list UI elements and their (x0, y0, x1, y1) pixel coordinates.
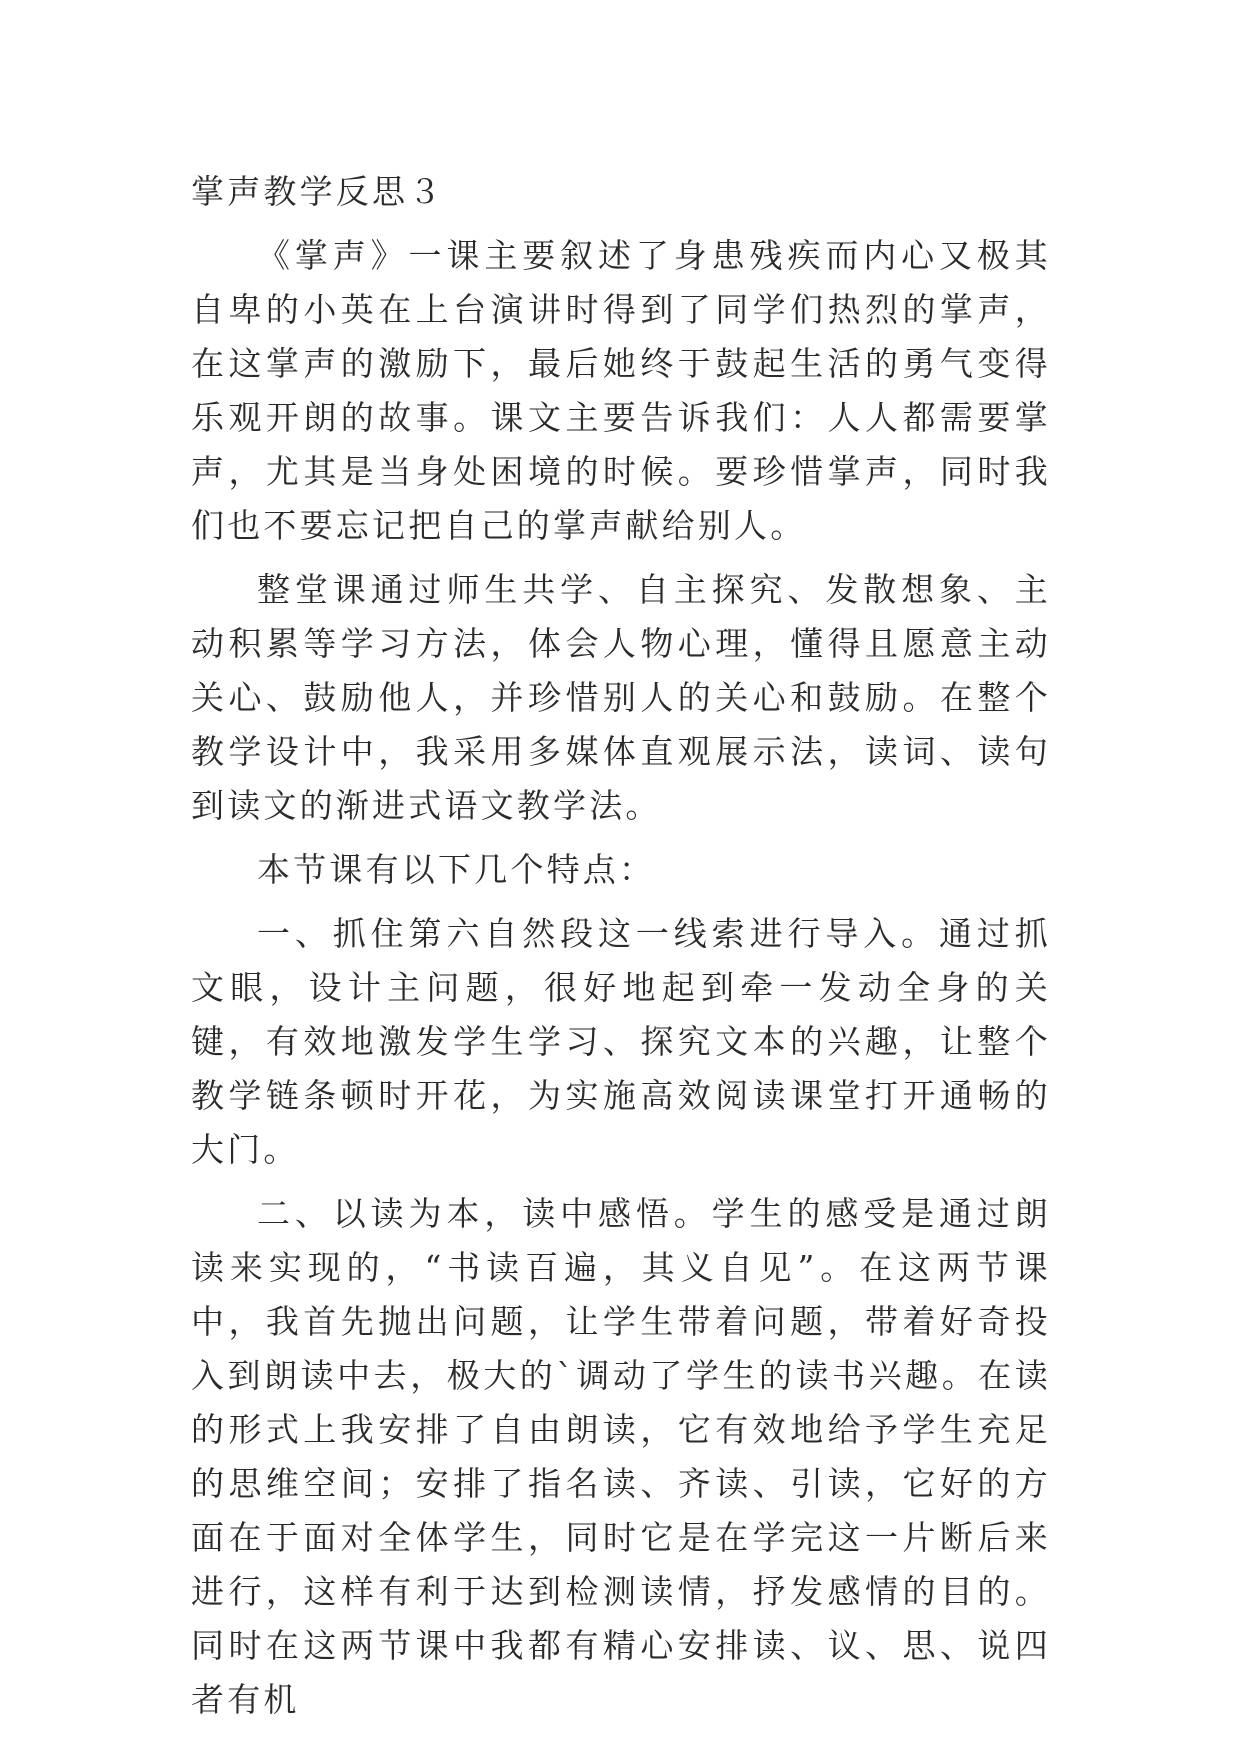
paragraph-methods: 整堂课通过师生共学、自主探究、发散想象、主动积累等学习方法，体会人物心理，懂得且愿意主动关心、鼓励他人，并珍惜别人的关心和鼓励。在整个教学设计中，我采用多媒体直观展示法，读词、读句到读文的渐进式语文教学法。 (191, 570, 1051, 825)
paragraph-feature-two: 二、以读为本，读中感悟。学生的感受是通过朗读来实现的，“书读百遍，其义自见”。在这两节课中，我首先抛出问题，让学生带着问题，带着好奇投入到朗读中去，极大的`调动了学生的读书兴趣。在读的形式上我安排了自由朗读，它有效地给予学生充足的思维空间；安排了指名读、齐读、引读，它好的方面在于面对全体学生，同时它是在学完这一片断后来进行，这样有利于达到检测读情，抒发感情的目的。同时在这两节课中我都有精心安排读、议、思、说四者有机 (191, 1194, 1051, 1719)
paragraph-feature-one: 一、抓住第六自然段这一线索进行导入。通过抓文眼，设计主问题，很好地起到牵一发动全身的关键，有效地激发学生学习、探究文本的兴趣，让整个教学链条顿时开花，为实施高效阅读课堂打开通畅的大门。 (191, 914, 1051, 1169)
paragraph-features-intro: 本节课有以下几个特点： (257, 850, 656, 889)
document-title: 掌声教学反思３ (191, 172, 445, 211)
document-body (191, 165, 1051, 1737)
paragraph-summary: 《掌声》一课主要叙述了身患残疾而内心又极其自卑的小英在上台演讲时得到了同学们热烈的掌声，在这掌声的激励下，最后她终于鼓起生活的勇气变得乐观开朗的故事。课文主要告诉我们：人人都需要掌声，尤其是当身处困境的时候。要珍惜掌声，同时我们也不要忘记把自己的掌声献给别人。 (191, 236, 1051, 545)
